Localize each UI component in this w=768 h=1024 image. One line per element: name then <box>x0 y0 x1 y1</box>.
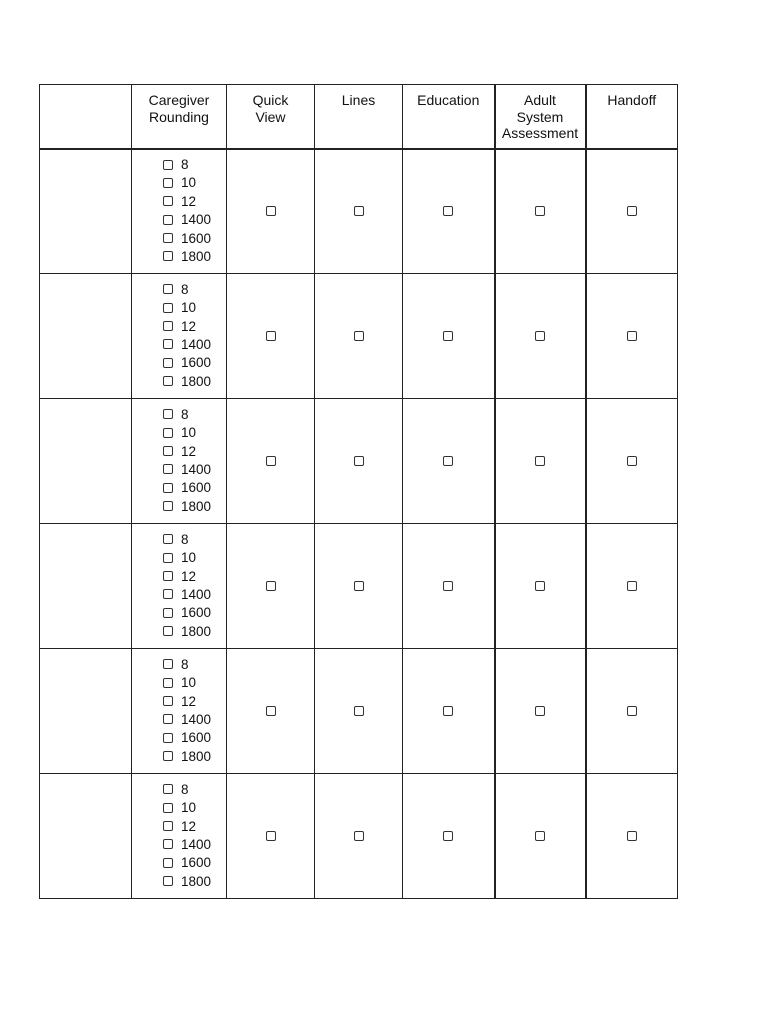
table-row <box>40 649 678 774</box>
rounding-time-label: 10 <box>181 550 197 566</box>
checklist-table <box>39 84 678 899</box>
patient-cell[interactable] <box>40 524 132 649</box>
rounding-time-label: 8 <box>181 781 189 797</box>
adult-system-assessment-checkbox[interactable] <box>535 206 545 216</box>
quick-view-cell <box>227 274 315 399</box>
rounding-time-option[interactable] <box>163 336 226 354</box>
rounding-time-option[interactable] <box>163 586 226 604</box>
lines-cell <box>315 774 403 899</box>
rounding-time-label: 8 <box>181 157 189 173</box>
education-checkbox[interactable] <box>443 831 453 841</box>
rounding-time-label: 1800 <box>181 873 212 889</box>
lines-checkbox[interactable] <box>354 581 364 591</box>
quick-view-checkbox[interactable] <box>266 206 276 216</box>
checkbox[interactable] <box>163 696 173 706</box>
rounding-time-label: 8 <box>181 531 189 547</box>
handoff-cell <box>586 524 678 649</box>
handoff-checkbox[interactable] <box>627 456 637 466</box>
checkbox[interactable] <box>163 409 173 419</box>
handoff-cell <box>586 149 678 274</box>
rounding-time-label: 12 <box>181 318 197 334</box>
lines-checkbox[interactable] <box>354 331 364 341</box>
rounding-time-option[interactable] <box>163 193 226 211</box>
lines-cell <box>315 399 403 524</box>
header-caregiver-rounding: Caregiver Rounding <box>132 85 227 149</box>
header-adult-system-assessment: Adult System Assessment <box>495 85 586 149</box>
checkbox[interactable] <box>163 589 173 599</box>
checkbox[interactable] <box>163 376 173 386</box>
handoff-checkbox[interactable] <box>627 581 637 591</box>
rounding-time-option[interactable] <box>163 531 226 549</box>
quick-view-cell <box>227 149 315 274</box>
checkbox[interactable] <box>163 803 173 813</box>
rounding-time-label: 1800 <box>181 748 212 764</box>
rounding-time-option[interactable] <box>163 854 226 872</box>
education-cell <box>403 774 495 899</box>
rounding-time-option[interactable] <box>163 729 226 747</box>
rounding-time-option[interactable] <box>163 549 226 567</box>
quick-view-cell <box>227 774 315 899</box>
checkbox[interactable] <box>163 751 173 761</box>
rounding-time-option[interactable] <box>163 248 226 266</box>
checkbox[interactable] <box>163 464 173 474</box>
rounding-time-label: 12 <box>181 443 197 459</box>
lines-checkbox[interactable] <box>354 831 364 841</box>
adult-system-assessment-checkbox[interactable] <box>535 706 545 716</box>
rounding-time-label: 1400 <box>181 212 212 228</box>
rounding-time-label: 1400 <box>181 587 212 602</box>
rounding-time-label: 1600 <box>181 605 212 621</box>
caregiver-rounding-cell <box>132 774 227 899</box>
rounding-time-label: 1400 <box>181 837 212 852</box>
rounding-time-label: 10 <box>181 675 197 691</box>
education-cell <box>403 274 495 399</box>
checkbox[interactable] <box>163 178 173 188</box>
rounding-time-label: 1600 <box>181 730 212 746</box>
checkbox[interactable] <box>163 839 173 849</box>
rounding-time-list <box>163 656 226 766</box>
header-lines: Lines <box>315 85 403 149</box>
table-row <box>40 274 678 399</box>
education-cell <box>403 649 495 774</box>
lines-cell <box>315 649 403 774</box>
lines-checkbox[interactable] <box>354 456 364 466</box>
rounding-time-option[interactable] <box>163 873 226 891</box>
checkbox[interactable] <box>163 858 173 868</box>
rounding-time-list <box>163 156 226 266</box>
rounding-time-label: 1600 <box>181 855 212 871</box>
header-blank <box>40 85 132 149</box>
handoff-checkbox[interactable] <box>627 831 637 841</box>
rounding-time-label: 8 <box>181 281 189 297</box>
checkbox[interactable] <box>163 501 173 511</box>
rounding-time-option[interactable] <box>163 604 226 622</box>
quick-view-cell <box>227 524 315 649</box>
caregiver-rounding-cell <box>132 274 227 399</box>
rounding-time-option[interactable] <box>163 406 226 424</box>
lines-checkbox[interactable] <box>354 206 364 216</box>
checkbox[interactable] <box>163 733 173 743</box>
rounding-time-option[interactable] <box>163 174 226 192</box>
rounding-time-option[interactable] <box>163 818 226 836</box>
adult-system-assessment-cell <box>495 649 586 774</box>
checkbox[interactable] <box>163 303 173 313</box>
rounding-time-list <box>163 406 226 516</box>
rounding-time-option[interactable] <box>163 674 226 692</box>
handoff-cell <box>586 399 678 524</box>
rounding-time-label: 8 <box>181 656 189 672</box>
rounding-time-label: 1400 <box>181 337 212 352</box>
checkbox[interactable] <box>163 284 173 294</box>
table-row <box>40 149 678 274</box>
table-row <box>40 774 678 899</box>
patient-cell[interactable] <box>40 649 132 774</box>
rounding-time-label: 8 <box>181 406 189 422</box>
checkbox[interactable] <box>163 483 173 493</box>
checkbox[interactable] <box>163 358 173 368</box>
checkbox[interactable] <box>163 534 173 544</box>
rounding-time-option[interactable] <box>163 281 226 299</box>
adult-system-assessment-cell <box>495 399 586 524</box>
patient-cell[interactable] <box>40 399 132 524</box>
quick-view-checkbox[interactable] <box>266 831 276 841</box>
caregiver-rounding-cell <box>132 399 227 524</box>
rounding-time-list <box>163 531 226 641</box>
lines-cell <box>315 274 403 399</box>
rounding-time-option[interactable] <box>163 230 226 248</box>
caregiver-rounding-cell <box>132 649 227 774</box>
rounding-time-option[interactable] <box>163 711 226 729</box>
checkbox[interactable] <box>163 428 173 438</box>
rounding-time-option[interactable] <box>163 568 226 586</box>
rounding-time-label: 1400 <box>181 462 212 477</box>
checkbox[interactable] <box>163 339 173 349</box>
caregiver-rounding-cell <box>132 524 227 649</box>
education-checkbox[interactable] <box>443 581 453 591</box>
checkbox[interactable] <box>163 626 173 636</box>
rounding-time-label: 12 <box>181 818 197 834</box>
table-body <box>40 149 678 899</box>
rounding-time-option[interactable] <box>163 498 226 516</box>
education-cell <box>403 149 495 274</box>
handoff-checkbox[interactable] <box>627 706 637 716</box>
rounding-time-option[interactable] <box>163 443 226 461</box>
table-row <box>40 524 678 649</box>
handoff-cell <box>586 774 678 899</box>
checkbox[interactable] <box>163 553 173 563</box>
rounding-time-option[interactable] <box>163 836 226 854</box>
handoff-cell <box>586 649 678 774</box>
education-checkbox[interactable] <box>443 456 453 466</box>
checkbox[interactable] <box>163 196 173 206</box>
rounding-time-label: 1800 <box>181 623 212 639</box>
rounding-time-option[interactable] <box>163 623 226 641</box>
checkbox[interactable] <box>163 446 173 456</box>
handoff-checkbox[interactable] <box>627 331 637 341</box>
adult-system-assessment-cell <box>495 274 586 399</box>
education-checkbox[interactable] <box>443 206 453 216</box>
adult-system-assessment-cell <box>495 149 586 274</box>
rounding-time-option[interactable] <box>163 799 226 817</box>
quick-view-checkbox[interactable] <box>266 581 276 591</box>
rounding-time-list <box>163 781 226 891</box>
lines-cell <box>315 524 403 649</box>
handoff-checkbox[interactable] <box>627 206 637 216</box>
lines-cell <box>315 149 403 274</box>
checkbox[interactable] <box>163 678 173 688</box>
adult-system-assessment-cell <box>495 524 586 649</box>
caregiver-rounding-cell <box>132 149 227 274</box>
education-cell <box>403 524 495 649</box>
checkbox[interactable] <box>163 215 173 225</box>
rounding-time-option[interactable] <box>163 373 226 391</box>
education-cell <box>403 399 495 524</box>
rounding-time-option[interactable] <box>163 479 226 497</box>
rounding-time-label: 12 <box>181 693 197 709</box>
rounding-time-option[interactable] <box>163 299 226 317</box>
rounding-time-option[interactable] <box>163 424 226 442</box>
quick-view-checkbox[interactable] <box>266 706 276 716</box>
checkbox[interactable] <box>163 876 173 886</box>
education-checkbox[interactable] <box>443 706 453 716</box>
rounding-time-label: 12 <box>181 568 197 584</box>
header-handoff: Handoff <box>586 85 678 149</box>
header-education: Education <box>403 85 495 149</box>
rounding-time-label: 1600 <box>181 480 212 496</box>
rounding-time-label: 1400 <box>181 712 212 727</box>
lines-checkbox[interactable] <box>354 706 364 716</box>
rounding-time-label: 10 <box>181 425 197 441</box>
rounding-time-label: 1600 <box>181 230 212 246</box>
rounding-time-option[interactable] <box>163 354 226 372</box>
header-row <box>40 85 678 149</box>
handoff-cell <box>586 274 678 399</box>
rounding-time-label: 1800 <box>181 498 212 514</box>
adult-system-assessment-checkbox[interactable] <box>535 831 545 841</box>
header-quick-view: Quick View <box>227 85 315 149</box>
checkbox[interactable] <box>163 784 173 794</box>
checkbox[interactable] <box>163 321 173 331</box>
rounding-time-label: 10 <box>181 800 197 816</box>
quick-view-checkbox[interactable] <box>266 331 276 341</box>
patient-cell[interactable] <box>40 149 132 274</box>
rounding-time-label: 10 <box>181 300 197 316</box>
quick-view-cell <box>227 399 315 524</box>
checkbox[interactable] <box>163 251 173 261</box>
patient-cell[interactable] <box>40 774 132 899</box>
rounding-time-option[interactable] <box>163 656 226 674</box>
quick-view-checkbox[interactable] <box>266 456 276 466</box>
patient-cell[interactable] <box>40 274 132 399</box>
adult-system-assessment-cell <box>495 774 586 899</box>
checkbox[interactable] <box>163 714 173 724</box>
rounding-time-list <box>163 281 226 391</box>
rounding-time-label: 12 <box>181 193 197 209</box>
adult-system-assessment-checkbox[interactable] <box>535 456 545 466</box>
rounding-time-option[interactable] <box>163 748 226 766</box>
rounding-time-label: 10 <box>181 175 197 191</box>
rounding-time-label: 1600 <box>181 355 212 371</box>
rounding-time-label: 1800 <box>181 249 212 265</box>
rounding-time-option[interactable] <box>163 781 226 799</box>
quick-view-cell <box>227 649 315 774</box>
checkbox[interactable] <box>163 571 173 581</box>
adult-system-assessment-checkbox[interactable] <box>535 581 545 591</box>
checkbox[interactable] <box>163 821 173 831</box>
rounding-time-option[interactable] <box>163 211 226 229</box>
checkbox[interactable] <box>163 659 173 669</box>
checkbox[interactable] <box>163 608 173 618</box>
rounding-time-option[interactable] <box>163 156 226 174</box>
education-checkbox[interactable] <box>443 331 453 341</box>
rounding-time-option[interactable] <box>163 693 226 711</box>
table-row <box>40 399 678 524</box>
rounding-time-option[interactable] <box>163 318 226 336</box>
checkbox[interactable] <box>163 160 173 170</box>
adult-system-assessment-checkbox[interactable] <box>535 331 545 341</box>
rounding-time-option[interactable] <box>163 461 226 479</box>
rounding-time-label: 1800 <box>181 373 212 389</box>
checkbox[interactable] <box>163 233 173 243</box>
